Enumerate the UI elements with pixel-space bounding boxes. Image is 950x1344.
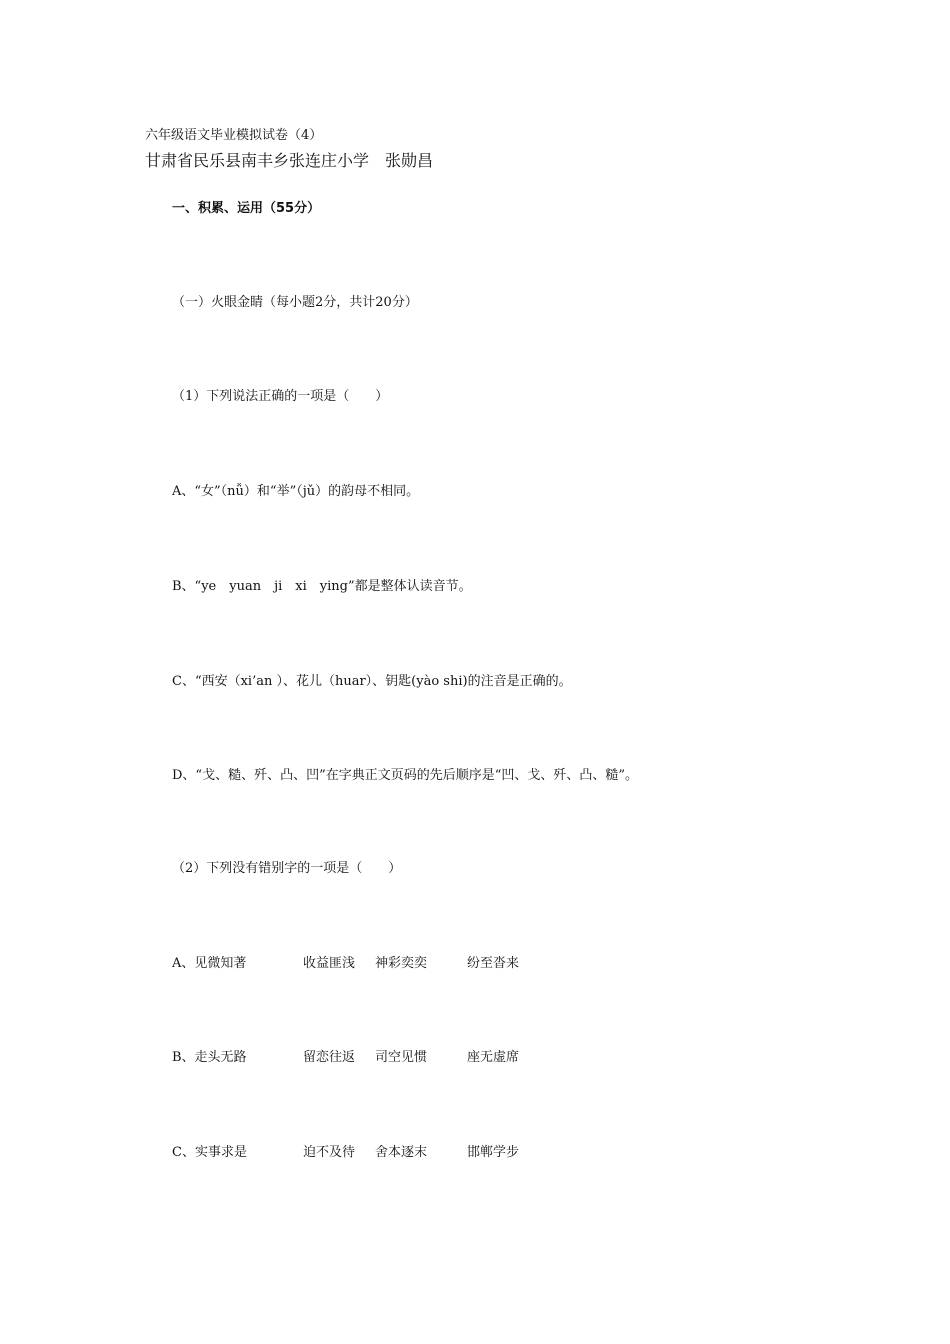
idiom-word: 神彩奕奕 [375, 956, 428, 971]
idiom-word: 邯郸学步 [467, 1145, 520, 1160]
question-1-option-c: C、“西安（xi’an ）、花儿（huar）、钥匙(yào shi)的注音是正确的。 [172, 674, 572, 689]
idiom-word: 迫不及待 [303, 1145, 356, 1160]
question-2-option-b [172, 1050, 520, 1129]
document-title: 六年级语文毕业模拟试卷（4） [145, 128, 323, 143]
idiom-word: 纷至沓来 [467, 956, 520, 971]
idiom-word: 座无虚席 [467, 1050, 520, 1065]
question-2-option-a [172, 956, 520, 1035]
idiom-word: 留恋往返 [303, 1050, 356, 1065]
part-heading: （一）火眼金睛（每小题2分，共计20分） [172, 295, 418, 310]
option-label: A、见微知著 [172, 956, 247, 971]
section-heading: 一、积累、运用（55分） [172, 201, 321, 216]
question-1-option-a: A、“女”（nǚ）和“举”（jǔ）的韵母不相同。 [172, 484, 420, 499]
option-label: C、实事求是 [172, 1145, 247, 1160]
question-2-stem: （2）下列没有错别字的一项是（ ） [172, 861, 402, 876]
idiom-word: 收益匪浅 [303, 956, 356, 971]
question-1-option-d: D、“戈、糙、歼、凸、凹”在字典正文页码的先后顺序是“凹、戈、歼、凸、糙”。 [172, 768, 639, 783]
idiom-word: 司空见惯 [375, 1050, 428, 1065]
option-label: B、走头无路 [172, 1050, 247, 1065]
idiom-word: 舍本逐末 [375, 1145, 428, 1160]
question-2-option-c [172, 1145, 520, 1224]
document-author: 甘肃省民乐县南丰乡张连庄小学 张勋昌 [145, 151, 434, 170]
question-1-stem: （1）下列说法正确的一项是（ ） [172, 389, 389, 404]
question-1-option-b: B、“ye yuan ji xi ying”都是整体认读音节。 [172, 579, 472, 594]
